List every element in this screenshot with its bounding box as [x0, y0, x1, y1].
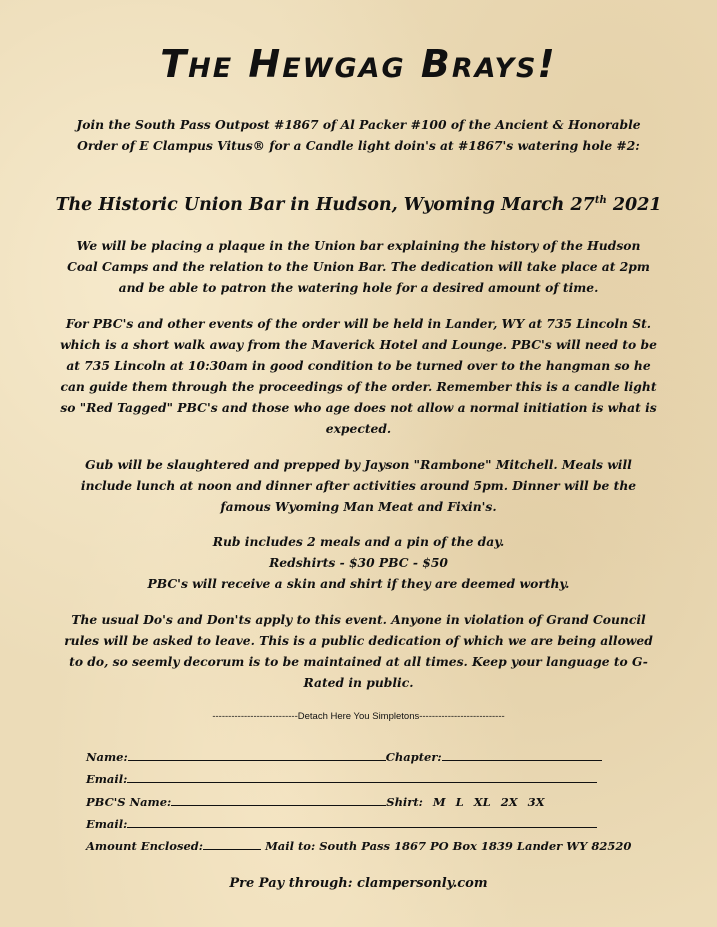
price-line: Redshirts - $30 PBC - $50 [269, 555, 448, 570]
plaque-paragraph: We will be placing a plaque in the Union bar explaining the history of the Hudson Coal Camps and the relation to the Union Bar. The dedication will take place at 2pm and be able to patron the watering hole for a desired amount of time. [67, 238, 650, 295]
form-row-amount [86, 837, 631, 853]
pbc-name-label: PBC'S Name: [86, 795, 172, 809]
email2-field[interactable] [127, 815, 597, 828]
prepay-line: Pre Pay through: clampersonly.com [229, 876, 488, 891]
pricing-block [60, 531, 657, 594]
chapter-label: Chapter: [385, 750, 442, 764]
email-label: Email: [86, 772, 128, 786]
detach-line: ---------------------------Detach Here You Simpletons--------------------------- [212, 711, 505, 722]
form-row-email [86, 770, 597, 786]
name-field[interactable] [128, 748, 386, 761]
flyer-title: The Hewgag Brays! [160, 42, 557, 86]
form-row-name [86, 748, 602, 764]
amount-label: Amount Enclosed: [86, 839, 204, 853]
event-location-date [0, 195, 717, 215]
intro-paragraph: Join the South Pass Outpost #1867 of Al Packer #100 of the Ancient & Honorable Order of E Clampus Vitus® for a Candle light doin's at #1867's watering hole #2: [76, 117, 641, 153]
form-row-pbc [86, 793, 545, 809]
gub-paragraph: Gub will be slaughtered and prepped by Jayson "Rambone" Mitchell. Meals will include lunch at noon and dinner after activities around 5pm. Dinner will be the famous Wyoming Man Meat and Fixin's. [80, 457, 637, 514]
pbc-name-field[interactable] [171, 793, 386, 806]
pbc-paragraph: For PBC's and other events of the order will be held in Lander, WY at 735 Lincoln St. which is a short walk away from the Maverick Hotel and Lounge. PBC's will need to be at 735 Lincoln at 10:30am in good condition to be turned over to the hangman so he can guide them through the proceedings of the order. Remember this is a candle light so "Red Tagged" PBC's and those who age does not allow a normal initiation is what is expected. [60, 316, 657, 436]
chapter-field[interactable] [442, 748, 602, 761]
email2-label: Email: [86, 817, 128, 831]
event-location-text: The Historic Union Bar in Hudson, Wyoming March 27 [55, 195, 595, 215]
rub-line: Rub includes 2 meals and a pin of the day. [212, 534, 505, 549]
form-row-email2 [86, 815, 597, 831]
date-suffix: th [594, 195, 607, 207]
email-field[interactable] [127, 770, 597, 783]
event-year: 2021 [606, 195, 662, 215]
name-label: Name: [86, 750, 128, 764]
skin-shirt-line: PBC's will receive a skin and shirt if they are deemed worthy. [147, 576, 570, 591]
shirt-size-label: Shirt: M L XL 2X 3X [386, 795, 545, 809]
amount-field[interactable] [203, 837, 261, 850]
mail-to-address: Mail to: South Pass 1867 PO Box 1839 Lander WY 82520 [265, 839, 632, 853]
rules-paragraph: The usual Do's and Don'ts apply to this event. Anyone in violation of Grand Council rules will be asked to leave. This is a public dedication of which we are being allowed to do, so seemly decorum is to be maintained at all times. Keep your language to G-Rated in public. [64, 612, 653, 690]
